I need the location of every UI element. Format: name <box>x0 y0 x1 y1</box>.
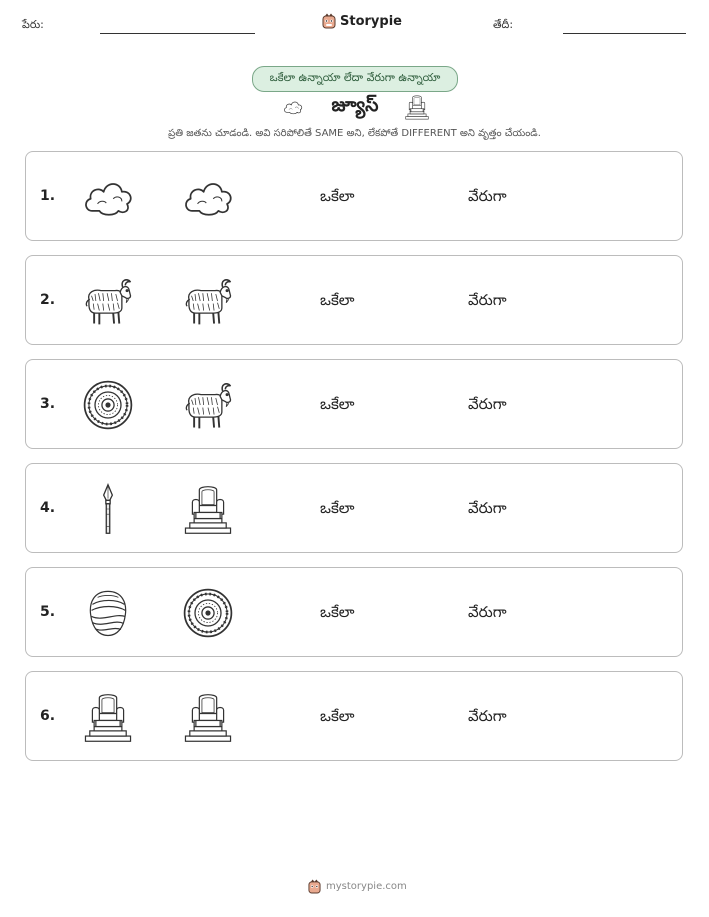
different-option[interactable]: వేరుగా <box>468 395 507 413</box>
row-2 <box>25 255 683 345</box>
row-3 <box>25 359 683 449</box>
date-field[interactable] <box>563 33 686 34</box>
storypie-mascot-icon <box>322 13 336 29</box>
page-title: జ్యూస్ <box>331 93 379 116</box>
name-field[interactable] <box>100 33 255 34</box>
same-option[interactable]: ఒకేలా <box>320 499 355 517</box>
goat-icon <box>181 379 235 431</box>
throne-icon <box>181 483 235 535</box>
footer-url[interactable]: mystorypie.com <box>326 881 407 892</box>
same-option[interactable]: ఒకేలా <box>320 603 355 621</box>
different-option[interactable]: వేరుగా <box>468 291 507 309</box>
same-option[interactable]: ఒకేలా <box>320 187 355 205</box>
name-label: పేరు: <box>22 18 44 31</box>
brand-name: Storypie <box>340 13 402 29</box>
different-option[interactable]: వేరుగా <box>468 187 507 205</box>
different-option[interactable]: వేరుగా <box>468 603 507 621</box>
title-row <box>280 93 430 121</box>
cloud-icon <box>280 97 306 117</box>
same-option[interactable]: ఒకేలా <box>320 395 355 413</box>
row-number: 6. <box>40 708 56 724</box>
cloud-icon <box>81 171 135 223</box>
row-number: 4. <box>40 500 56 516</box>
instructions: ప్రతి జతను చూడండి. అవి సరిపోలితే SAME అని, లేకపోతే DIFFERENT అని వృత్తం చేయండి. <box>168 128 541 139</box>
same-option[interactable]: ఒకేలా <box>320 707 355 725</box>
shield-icon <box>181 587 235 639</box>
storypie-mascot-icon <box>308 879 321 894</box>
subtitle-text: ఒకేలా ఉన్నాయా లేదా వేరుగా ఉన్నాయా <box>269 71 441 84</box>
goat-icon <box>181 275 235 327</box>
goat-icon <box>81 275 135 327</box>
fleece-icon <box>81 587 135 639</box>
cloud-icon <box>181 171 235 223</box>
row-number: 5. <box>40 604 56 620</box>
row-4 <box>25 463 683 553</box>
throne-icon <box>404 94 430 120</box>
shield-icon <box>81 379 135 431</box>
row-5 <box>25 567 683 657</box>
brand-logo <box>322 13 402 29</box>
footer <box>308 879 407 894</box>
throne-icon <box>81 691 135 743</box>
row-number: 3. <box>40 396 56 412</box>
row-1 <box>25 151 683 241</box>
throne-icon <box>181 691 235 743</box>
different-option[interactable]: వేరుగా <box>468 499 507 517</box>
row-6 <box>25 671 683 761</box>
date-label: తేదీ: <box>493 18 514 31</box>
subtitle-pill <box>252 66 458 92</box>
spear-icon <box>81 483 135 535</box>
row-number: 1. <box>40 188 56 204</box>
different-option[interactable]: వేరుగా <box>468 707 507 725</box>
row-number: 2. <box>40 292 56 308</box>
same-option[interactable]: ఒకేలా <box>320 291 355 309</box>
